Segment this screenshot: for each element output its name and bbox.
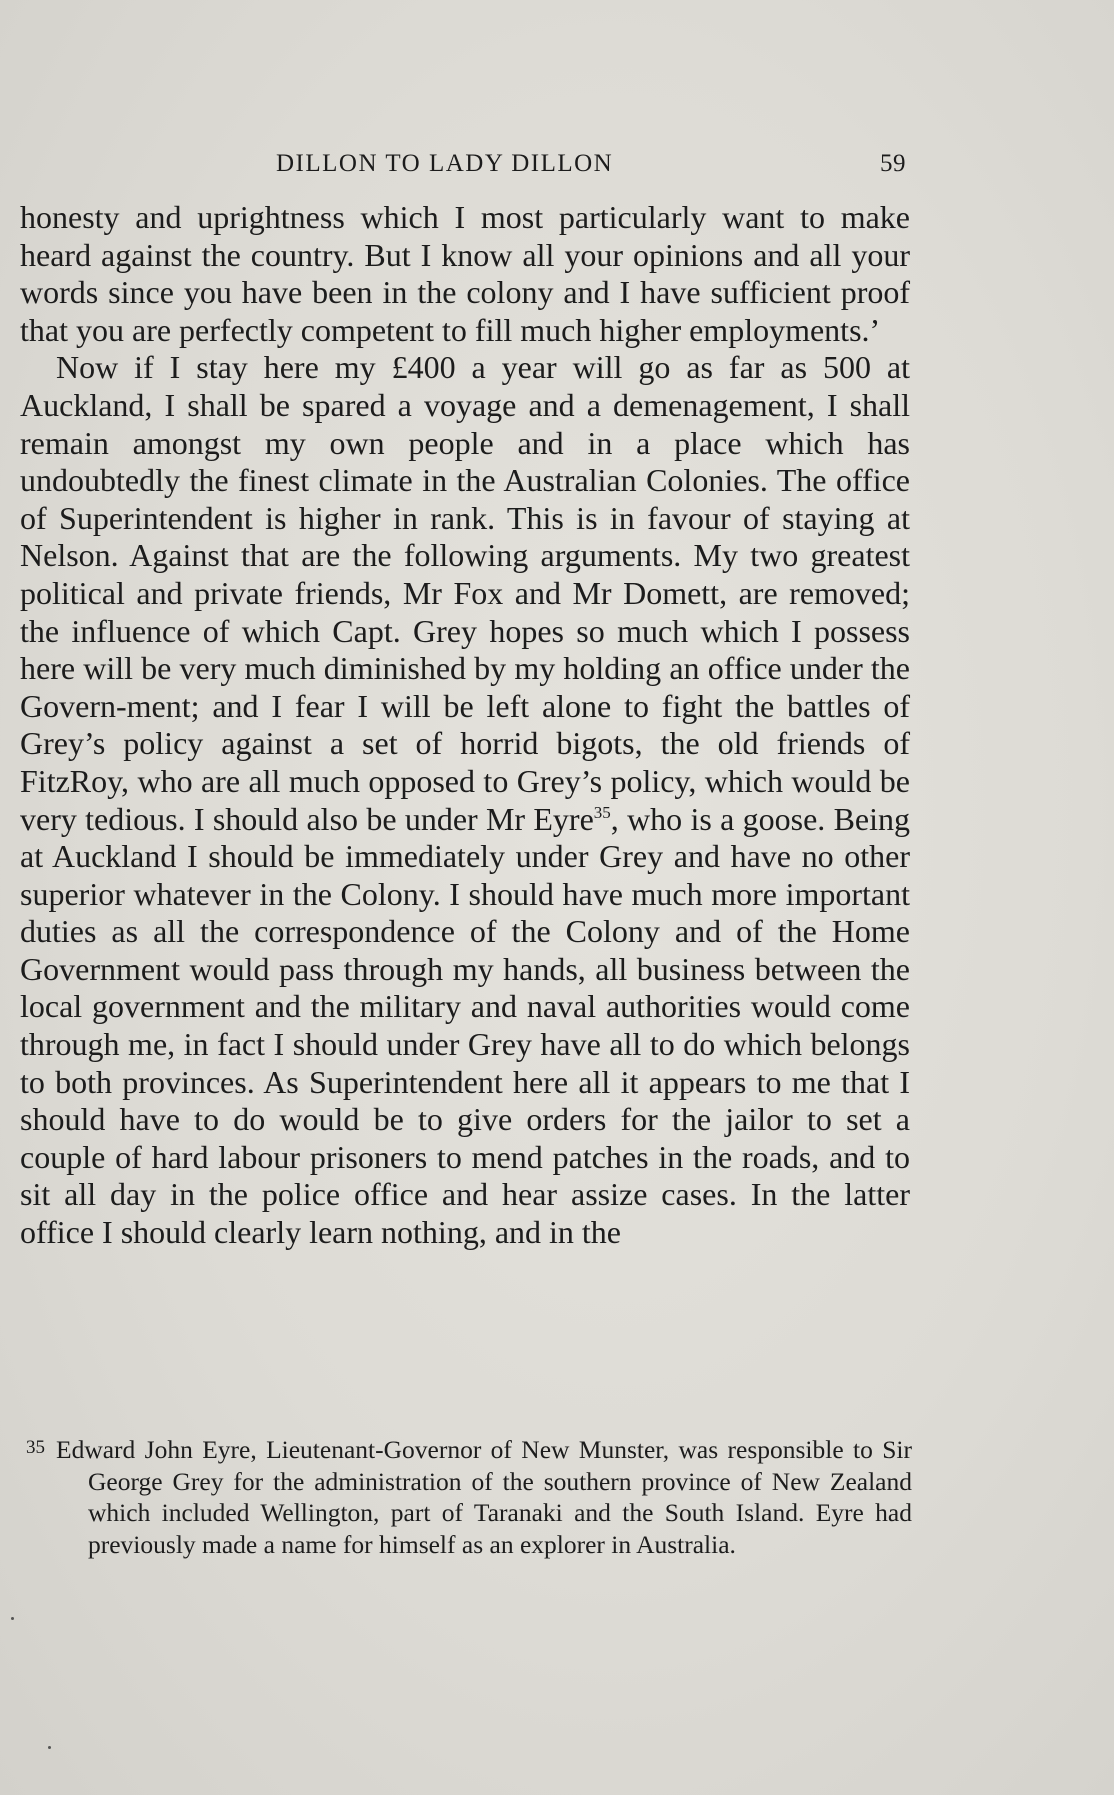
footnote-text: Edward John Eyre, Lieutenant-Governor of New Munster, was responsible to Sir George Grey for the administration of the southern province of New Zealand which included Wellington, part of Taranaki and the South Island. Eyre had previously made a name for himself as an explorer in Australia. — [56, 1435, 912, 1559]
footnote-reference: 35 — [593, 802, 611, 822]
running-head — [20, 150, 910, 184]
paragraph-2-part-2: , who is a goose. Being at Auckland I should be immediately under Grey and have no other superior whatever in the Colony. I should have much more important duties as all the correspondence of the Colony and of the Home Government would pass through my hands, all business between the local government and the military and naval authorities would come through me, in fact I should under Grey have all to do which belongs to both provinces. As Superintendent here all it appears to me that I should have to do would be to give orders for the jailor to set a couple of hard labour prisoners to mend patches in the roads, and to sit all day in the police office and hear assize cases. In the latter office I should clearly learn nothing, and in the — [20, 800, 911, 1251]
paper-speck — [48, 1746, 51, 1749]
body-text — [20, 199, 910, 1252]
footnote — [26, 1432, 912, 1560]
page-number: 59 — [880, 150, 906, 177]
paper-speck — [11, 1617, 14, 1620]
running-head-title: DILLON TO LADY DILLON — [276, 150, 614, 177]
book-page — [20, 0, 910, 1795]
paragraph-2 — [20, 349, 910, 1251]
paragraph-1: honesty and uprightness which I most particularly want to make heard against the country. But I know all your opinions and all your words since you have been in the colony and I have sufficient proof that you are perfectly competent to fill much higher employments.’ — [20, 199, 910, 348]
paragraph-2-part-1: Now if I stay here my £400 a year will go as far as 500 at Auckland, I shall be spared a voyage and a demenagement, I shall remain amongst my own people and in a place which has undoubtedly the finest climate in the Australian Colonies. The office of Superintendent is higher in rank. This is in favour of staying at Nelson. Against that are the following arguments. My two greatest political and private friends, Mr Fox and Mr Domett, are removed; the influence of which Capt. Grey hopes so much which I possess here will be very much diminished by my holding an office under the Govern-ment; and I fear I will be left alone to fight the battles of Grey’s policy against a set of horrid bigots, the old friends of FitzRoy, who are all much opposed to Grey’s policy, which would be very tedious. I should also be under Mr Eyre — [20, 349, 910, 837]
footnote-number: 35 — [26, 1437, 45, 1458]
